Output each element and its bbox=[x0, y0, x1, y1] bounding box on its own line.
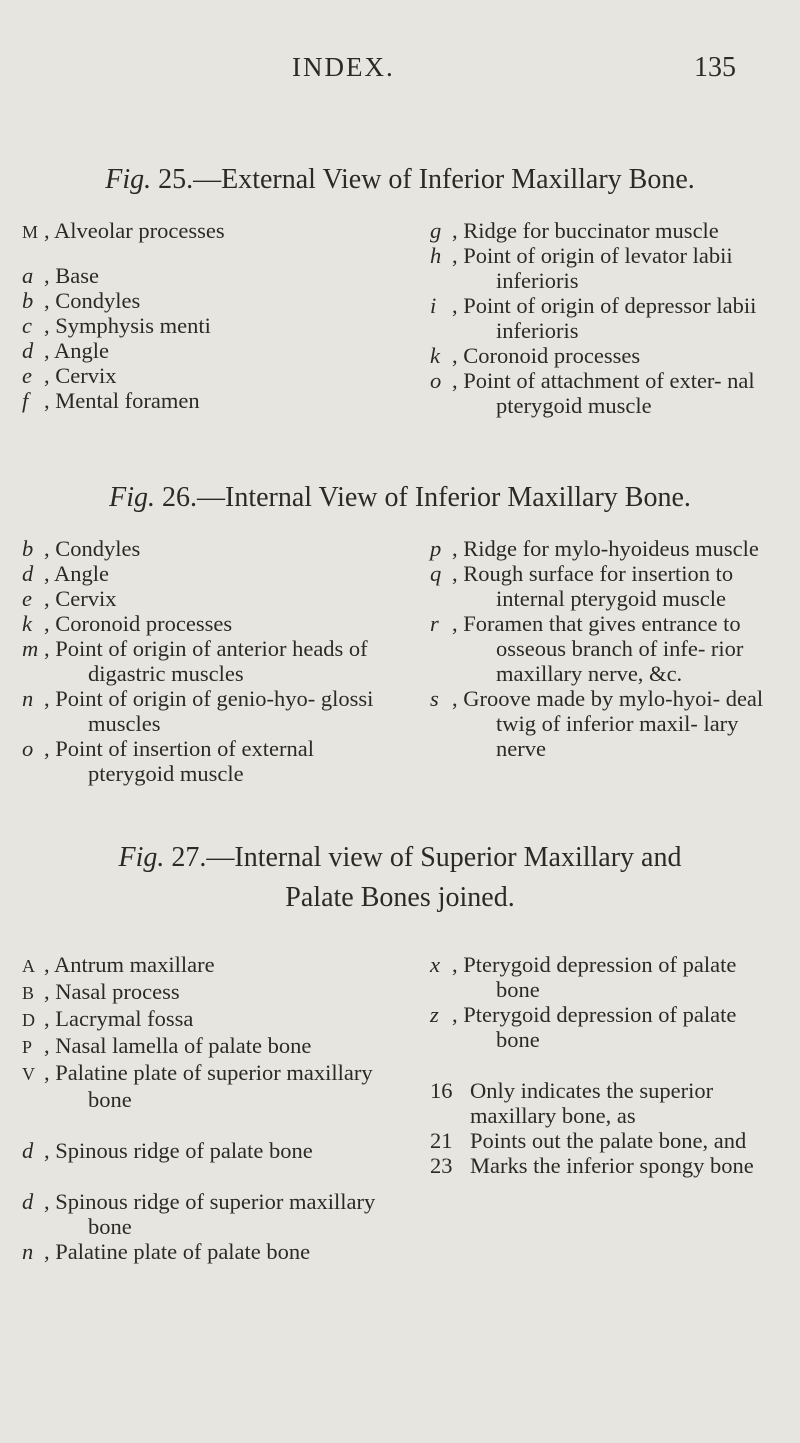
legend-entry: q , Rough surface for insertion to internal pterygoid muscle bbox=[430, 561, 734, 611]
fig26-left-column bbox=[22, 536, 382, 786]
legend-entry: 21 Points out the palate bone, and bbox=[430, 1128, 747, 1153]
legend-entry: s , Groove made by mylo-hyoi- deal twig of inferior maxil- lary nerve bbox=[430, 686, 764, 761]
page-header bbox=[0, 52, 800, 92]
fig26-title: Fig. 26.—Internal View of Inferior Maxillary Bone. bbox=[109, 482, 691, 513]
fig27-right-column bbox=[430, 952, 785, 1178]
legend-entry: D , Lacrymal fossa bbox=[22, 1006, 194, 1031]
legend-entry: n , Point of origin of genio-hyo- glossi muscles bbox=[22, 686, 374, 736]
legend-entry: 16 Only indicates the superior maxillary bone, as bbox=[430, 1078, 714, 1128]
legend-entry: k , Coronoid processes bbox=[430, 343, 641, 368]
fig25-right-column bbox=[430, 218, 785, 418]
legend-entry: z , Pterygoid depression of palate bone bbox=[430, 1002, 737, 1052]
legend-entry: d , Spinous ridge of superior maxillary bone bbox=[22, 1189, 376, 1239]
legend-entry: B , Nasal process bbox=[22, 979, 180, 1004]
legend-entry: i , Point of origin of depressor labii inferioris bbox=[430, 293, 757, 343]
legend-entry: c , Symphysis menti bbox=[22, 313, 211, 338]
running-title: INDEX. bbox=[292, 52, 395, 82]
legend-entry: d , Angle bbox=[22, 338, 110, 363]
legend-entry: x , Pterygoid depression of palate bone bbox=[430, 952, 737, 1002]
legend-entry: e , Cervix bbox=[22, 363, 117, 388]
legend-entry: k , Coronoid processes bbox=[22, 611, 233, 636]
fig27-left-column bbox=[22, 952, 382, 1264]
legend-entry: o , Point of attachment of exter- nal pterygoid muscle bbox=[430, 368, 755, 418]
legend-entry: g , Ridge for buccinator muscle bbox=[430, 218, 719, 243]
legend-entry: V , Palatine plate of superior maxillary bone bbox=[22, 1060, 373, 1112]
legend-entry: o , Point of insertion of external pterygoid muscle bbox=[22, 736, 314, 786]
legend-entry: M , Alveolar processes bbox=[22, 218, 225, 243]
legend-entry: d , Angle bbox=[22, 561, 110, 586]
fig27-title: Fig. 27.—Internal view of Superior Maxillary and Palate Bones joined. bbox=[118, 842, 682, 913]
legend-entry: p , Ridge for mylo-hyoideus muscle bbox=[430, 536, 759, 561]
page-number: 135 bbox=[694, 52, 736, 83]
legend-entry: 23 Marks the inferior spongy bone bbox=[430, 1153, 754, 1178]
legend-entry: e , Cervix bbox=[22, 586, 117, 611]
legend-entry: f , Mental foramen bbox=[22, 388, 200, 413]
legend-entry: b , Condyles bbox=[22, 536, 141, 561]
legend-entry: r , Foramen that gives entrance to osseous branch of infe- rior maxillary nerve, &c. bbox=[430, 611, 744, 686]
legend-entry: m , Point of origin of anterior heads of digastric muscles bbox=[22, 636, 368, 686]
fig25-title: Fig. 25.—External View of Inferior Maxillary Bone. bbox=[105, 164, 695, 195]
legend-entry: a , Base bbox=[22, 263, 99, 288]
fig26-right-column bbox=[430, 536, 785, 761]
legend-entry: A , Antrum maxillare bbox=[22, 952, 215, 977]
fig25-left-column bbox=[22, 218, 382, 413]
legend-entry: b , Condyles bbox=[22, 288, 141, 313]
legend-entry: P , Nasal lamella of palate bone bbox=[22, 1033, 312, 1058]
legend-entry: n , Palatine plate of palate bone bbox=[22, 1239, 311, 1264]
legend-entry: h , Point of origin of levator labii inferioris bbox=[430, 243, 733, 293]
legend-entry: d , Spinous ridge of palate bone bbox=[22, 1138, 313, 1163]
